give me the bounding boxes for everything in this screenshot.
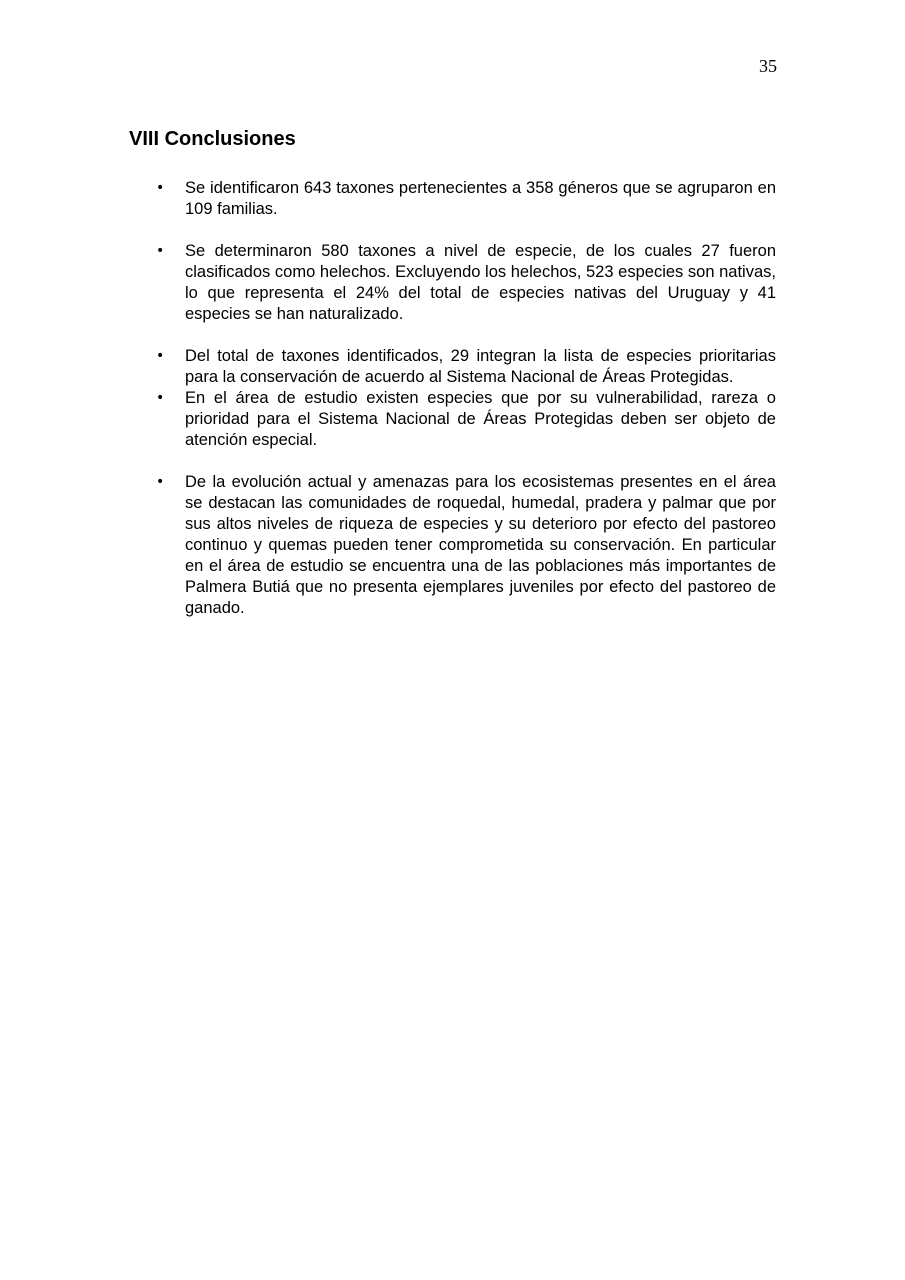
conclusion-text: Se determinaron 580 taxones a nivel de especie, de los cuales 27 fueron clasificados como helechos. Excluyendo los helechos, 523 especies son nativas, lo que representa el 24% del total de especies nativas del Uruguay y 41 especies se han naturalizado. <box>185 242 776 323</box>
conclusion-text: En el área de estudio existen especies que por su vulnerabilidad, rareza o prioridad para el Sistema Nacional de Áreas Protegidas deben ser objeto de atención especial. <box>185 389 776 449</box>
conclusions-list <box>129 178 776 619</box>
bullet-icon: • <box>156 474 165 490</box>
conclusion-text: Del total de taxones identificados, 29 integran la lista de especies prioritarias para la conservación de acuerdo al Sistema Nacional de Áreas Protegidas. <box>185 347 776 386</box>
conclusion-item <box>129 388 776 451</box>
conclusion-text: De la evolución actual y amenazas para los ecosistemas presentes en el área se destacan las comunidades de roquedal, humedal, pradera y palmar que por sus altos niveles de riqueza de especies y su deterioro por efecto del pastoreo continuo y quemas pueden tener comprometida su conservación. En particular en el área de estudio se encuentra una de las poblaciones más importantes de Palmera Butiá que no presenta ejemplares juveniles por efecto del pastoreo de ganado. <box>185 473 776 617</box>
conclusion-item <box>129 241 776 325</box>
conclusion-item <box>129 346 776 388</box>
conclusion-item <box>129 472 776 619</box>
page-number: 35 <box>759 56 777 76</box>
section-heading: VIII Conclusiones <box>129 128 296 150</box>
bullet-icon: • <box>156 348 165 364</box>
conclusion-text: Se identificaron 643 taxones pertenecientes a 358 géneros que se agruparon en 109 familias. <box>185 179 776 218</box>
bullet-icon: • <box>156 390 165 406</box>
bullet-icon: • <box>156 180 165 196</box>
conclusion-item <box>129 178 776 220</box>
bullet-icon: • <box>156 243 165 259</box>
